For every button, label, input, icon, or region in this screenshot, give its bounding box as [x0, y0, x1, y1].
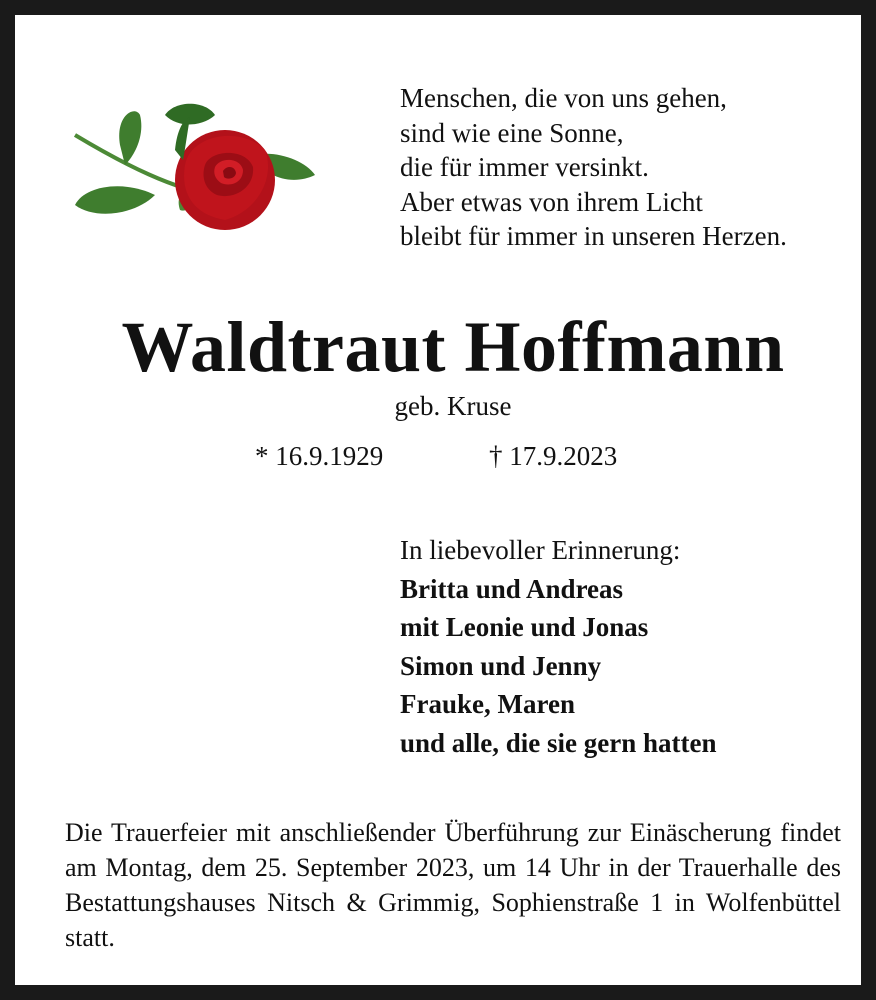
death-date: † 17.9.2023 — [489, 441, 618, 471]
mourner-line: Simon und Jenny — [400, 650, 602, 681]
poem-line: bleibt für immer in unseren Herzen. — [400, 221, 787, 251]
mourner-line: mit Leonie und Jonas — [400, 612, 649, 642]
poem — [400, 81, 787, 254]
mourner-line: und alle, die sie gern hatten — [400, 727, 717, 758]
deceased-name: Waldtraut Hoffmann — [121, 307, 785, 387]
mourners-block — [400, 531, 717, 762]
poem-line: sind wie eine Sonne, — [400, 117, 624, 148]
mourner-line: Britta und Andreas — [400, 573, 624, 604]
poem-line: Aber etwas von ihrem Licht — [400, 186, 703, 217]
poem-line: Menschen, die von uns gehen, — [400, 83, 727, 113]
funeral-notice: Die Trauerfeier mit anschließender Überführung zur Einäscherung findet am Montag, dem 25. September 2023, um 14 Uhr in der Trauerhalle des Bestattungshauses Nitsch & Grimmig, Sophienstraße 1 in Wolfenbüttel statt. — [65, 818, 841, 952]
birth-date: * 16.9.1929 — [255, 441, 384, 471]
poem-line: die für immer versinkt. — [400, 152, 649, 182]
mourner-line: Frauke, Maren — [400, 689, 575, 719]
maiden-name: geb. Kruse — [394, 391, 512, 421]
mourners-heading: In liebevoller Erinnerung: — [400, 535, 681, 565]
rose-icon — [65, 95, 325, 245]
